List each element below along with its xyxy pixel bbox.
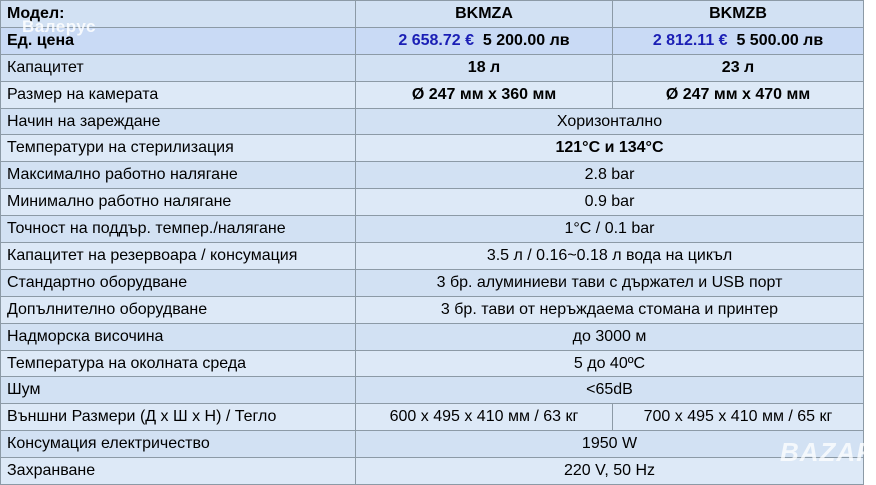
row-label: Консумация електричество: [1, 431, 356, 458]
row-value: 1°C / 0.1 bar: [356, 216, 864, 243]
row-value: 3 бр. алуминиеви тави с държател и USB порт: [356, 269, 864, 296]
table-row: [1, 404, 864, 431]
row-value-a: 600 x 495 x 410 мм / 63 кг: [356, 404, 613, 431]
row-value: 121°C и 134°C: [356, 135, 864, 162]
row-value-b: 700 x 495 x 410 мм / 65 кг: [613, 404, 864, 431]
row-label: Минимално работно налягане: [1, 189, 356, 216]
row-label: Надморска височина: [1, 323, 356, 350]
table-row: [1, 162, 864, 189]
price-row: [1, 27, 864, 54]
price-b-eur: 2 812.11 €: [652, 31, 728, 49]
model-a-header: BKMZA: [356, 1, 613, 28]
table-row: [1, 350, 864, 377]
watermark-text: Валерус: [22, 17, 96, 36]
row-label: Капацитет на резервоара / консумация: [1, 243, 356, 270]
row-label: Точност на поддър. темпер./налягане: [1, 216, 356, 243]
row-value: 220 V, 50 Hz: [356, 458, 864, 485]
table-row: [1, 377, 864, 404]
table-row: [1, 296, 864, 323]
row-label: Размер на камерата: [1, 81, 356, 108]
row-label: Начин на зареждане: [1, 108, 356, 135]
model-b-header: BKMZB: [613, 1, 864, 28]
row-value: <65dB: [356, 377, 864, 404]
row-label: Шум: [1, 377, 356, 404]
table-row: [1, 243, 864, 270]
row-value: 3 бр. тави от неръждаема стомана и принтер: [356, 296, 864, 323]
table-row: [1, 216, 864, 243]
row-label: Стандартно оборудване: [1, 269, 356, 296]
row-value-b: 23 л: [613, 54, 864, 81]
price-a-bgn: 5 200.00 лв: [482, 31, 570, 49]
table-row: [1, 135, 864, 162]
row-label: Допълнително оборудване: [1, 296, 356, 323]
price-b-bgn: 5 500.00 лв: [736, 31, 824, 49]
row-label: Външни Размери (Д х Ш х Н) / Тегло: [1, 404, 356, 431]
model-label: Модел:: [1, 1, 356, 28]
table-row: [1, 108, 864, 135]
row-value: 3.5 л / 0.16~0.18 л вода на цикъл: [356, 243, 864, 270]
row-value: 0.9 bar: [356, 189, 864, 216]
row-value: до 3000 м: [356, 323, 864, 350]
price-a: [356, 27, 613, 54]
price-a-eur: 2 658.72 €: [398, 31, 474, 49]
row-label: Температури на стерилизация: [1, 135, 356, 162]
row-label: Максимално работно налягане: [1, 162, 356, 189]
row-value: 1950 W: [356, 431, 864, 458]
row-label: Температура на околната среда: [1, 350, 356, 377]
bazar-watermark-logo: BAZAR: [780, 437, 876, 467]
row-label: Капацитет: [1, 54, 356, 81]
table-row: [1, 269, 864, 296]
table-row: [1, 81, 864, 108]
row-value-a: Ø 247 мм x 360 мм: [356, 81, 613, 108]
table-row: [1, 431, 864, 458]
header-row: [1, 1, 864, 28]
row-value: 2.8 bar: [356, 162, 864, 189]
table-row: [1, 323, 864, 350]
table-row: [1, 458, 864, 485]
row-value: Хоризонтално: [356, 108, 864, 135]
price-label: Ед. цена: [1, 27, 356, 54]
table-row: [1, 189, 864, 216]
table-row: [1, 54, 864, 81]
row-label: Захранване: [1, 458, 356, 485]
row-value: 5 до 40ºC: [356, 350, 864, 377]
price-b: [613, 27, 864, 54]
row-value-b: Ø 247 мм x 470 мм: [613, 81, 864, 108]
row-value-a: 18 л: [356, 54, 613, 81]
